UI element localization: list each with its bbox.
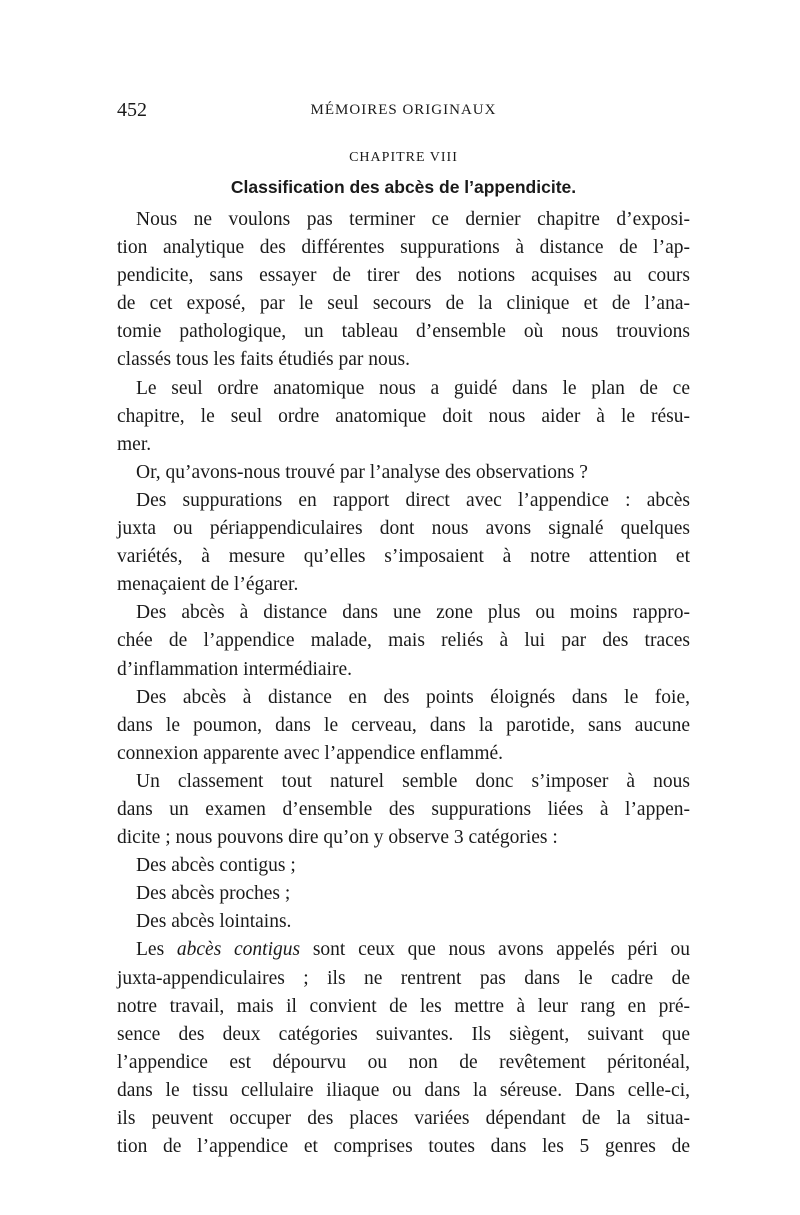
text-line: d’inflammation intermédiaire. — [117, 658, 352, 680]
text-line: connexion apparente avec l’appendice enflammé. — [117, 742, 504, 764]
text-line: chapitre, le seul ordre anatomique doit nous aider à le résu- — [117, 405, 690, 427]
text-line: tomie pathologique, un tableau d’ensemble où nous trouvions — [117, 321, 690, 343]
running-title: MÉMOIRES ORIGINAUX — [310, 102, 497, 118]
text-line: chée de l’appendice malade, mais reliés à lui par des traces — [117, 630, 690, 652]
text-line: classés tous les faits étudiés par nous. — [117, 349, 410, 371]
text-line: juxta ou périappendiculaires dont nous avons signalé quelques — [117, 518, 690, 540]
text-line: Or, qu’avons-nous trouvé par l’analyse des observations ? — [136, 461, 588, 483]
text-line: Nous ne voulons pas terminer ce dernier chapitre d’exposi- — [136, 209, 690, 230]
text-line: menaçaient de l’égarer. — [117, 574, 299, 596]
text-line: tion de l’appendice et comprises toutes dans les 5 genres de — [117, 1136, 690, 1158]
text-line: Des suppurations en rapport direct avec l’appendice : abcès — [136, 489, 690, 511]
text-line: l’appendice est dépourvu ou non de revêtement péritonéal, — [117, 1051, 690, 1073]
text-line: ils peuvent occuper des places variées dépendant de la situa- — [117, 1108, 690, 1129]
text-fragment: sont ceux que nous avons appelés péri ou — [300, 939, 691, 961]
text-line: pendicite, sans essayer de tirer des notions acquises au cours — [117, 265, 690, 287]
text-line: Des abcès proches ; — [136, 883, 291, 905]
text-line: variétés, à mesure qu’elles s’imposaient à notre attention et — [117, 546, 690, 568]
text-line: notre travail, mais il convient de les mettre à leur rang en pré- — [117, 995, 690, 1017]
chapter-label: CHAPITRE VIII — [349, 150, 458, 165]
text-line — [117, 936, 690, 964]
text-line: de cet exposé, par le seul secours de la clinique et de l’ana- — [117, 293, 690, 315]
text-line: dans le poumon, dans le cerveau, dans la parotide, sans aucune — [117, 714, 690, 736]
text-line: dans le tissu cellulaire iliaque ou dans la séreuse. Dans celle-ci, — [117, 1079, 690, 1101]
text-fragment: Les — [136, 939, 177, 961]
section-title: Classification des abcès de l’appendicite. — [230, 177, 577, 197]
text-line: dans un examen d’ensemble des suppurations liées à l’appen- — [117, 798, 690, 820]
text-line: Un classement tout naturel semble donc s’imposer à nous — [136, 770, 690, 792]
text-line: Des abcès à distance en des points éloignés dans le foie, — [136, 686, 690, 708]
text-line: tion analytique des différentes suppurations à distance de l’ap- — [117, 237, 690, 259]
page-number: 452 — [117, 99, 147, 121]
page-header — [117, 99, 690, 125]
text-line: juxta-appendiculaires ; ils ne rentrent pas dans le cadre de — [117, 967, 690, 989]
text-line: Des abcès lointains. — [136, 911, 292, 933]
text-line: Le seul ordre anatomique nous a guidé dans le plan de ce — [136, 377, 690, 399]
text-line: sence des deux catégories suivantes. Ils siègent, suivant que — [117, 1023, 690, 1045]
body-text — [117, 206, 690, 1161]
text-line: Des abcès contigus ; — [136, 855, 296, 877]
text-line: mer. — [117, 433, 152, 455]
text-line: dicite ; nous pouvons dire qu’on y observe 3 catégories : — [117, 827, 558, 849]
text-line: Des abcès à distance dans une zone plus ou moins rappro- — [136, 602, 690, 624]
italic-term: abcès contigus — [176, 939, 301, 961]
